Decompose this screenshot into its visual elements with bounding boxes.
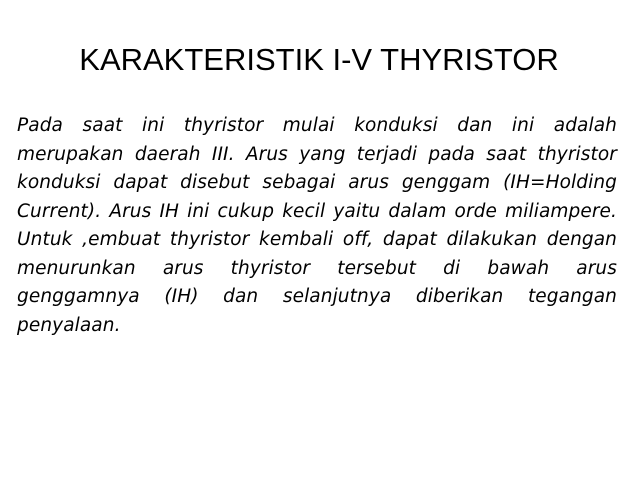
slide-title: KARAKTERISTIK I-V THYRISTOR bbox=[79, 42, 559, 77]
slide-body-text: Pada saat ini thyristor mulai konduksi dan ini adalah merupakan daerah III. Arus yang terjadi pada saat thyristor konduksi dapat disebut sebagai arus genggam (IH=Holding Current). Arus IH ini cukup kecil yaitu dalam orde miliampere. Untuk ,embuat thyristor kembali off, dapat dilakukan dengan menurunkan arus thyristor tersebut di bawah arus genggamnya (IH) dan selanjutnya diberikan tegangan penyalaan. bbox=[17, 115, 617, 336]
